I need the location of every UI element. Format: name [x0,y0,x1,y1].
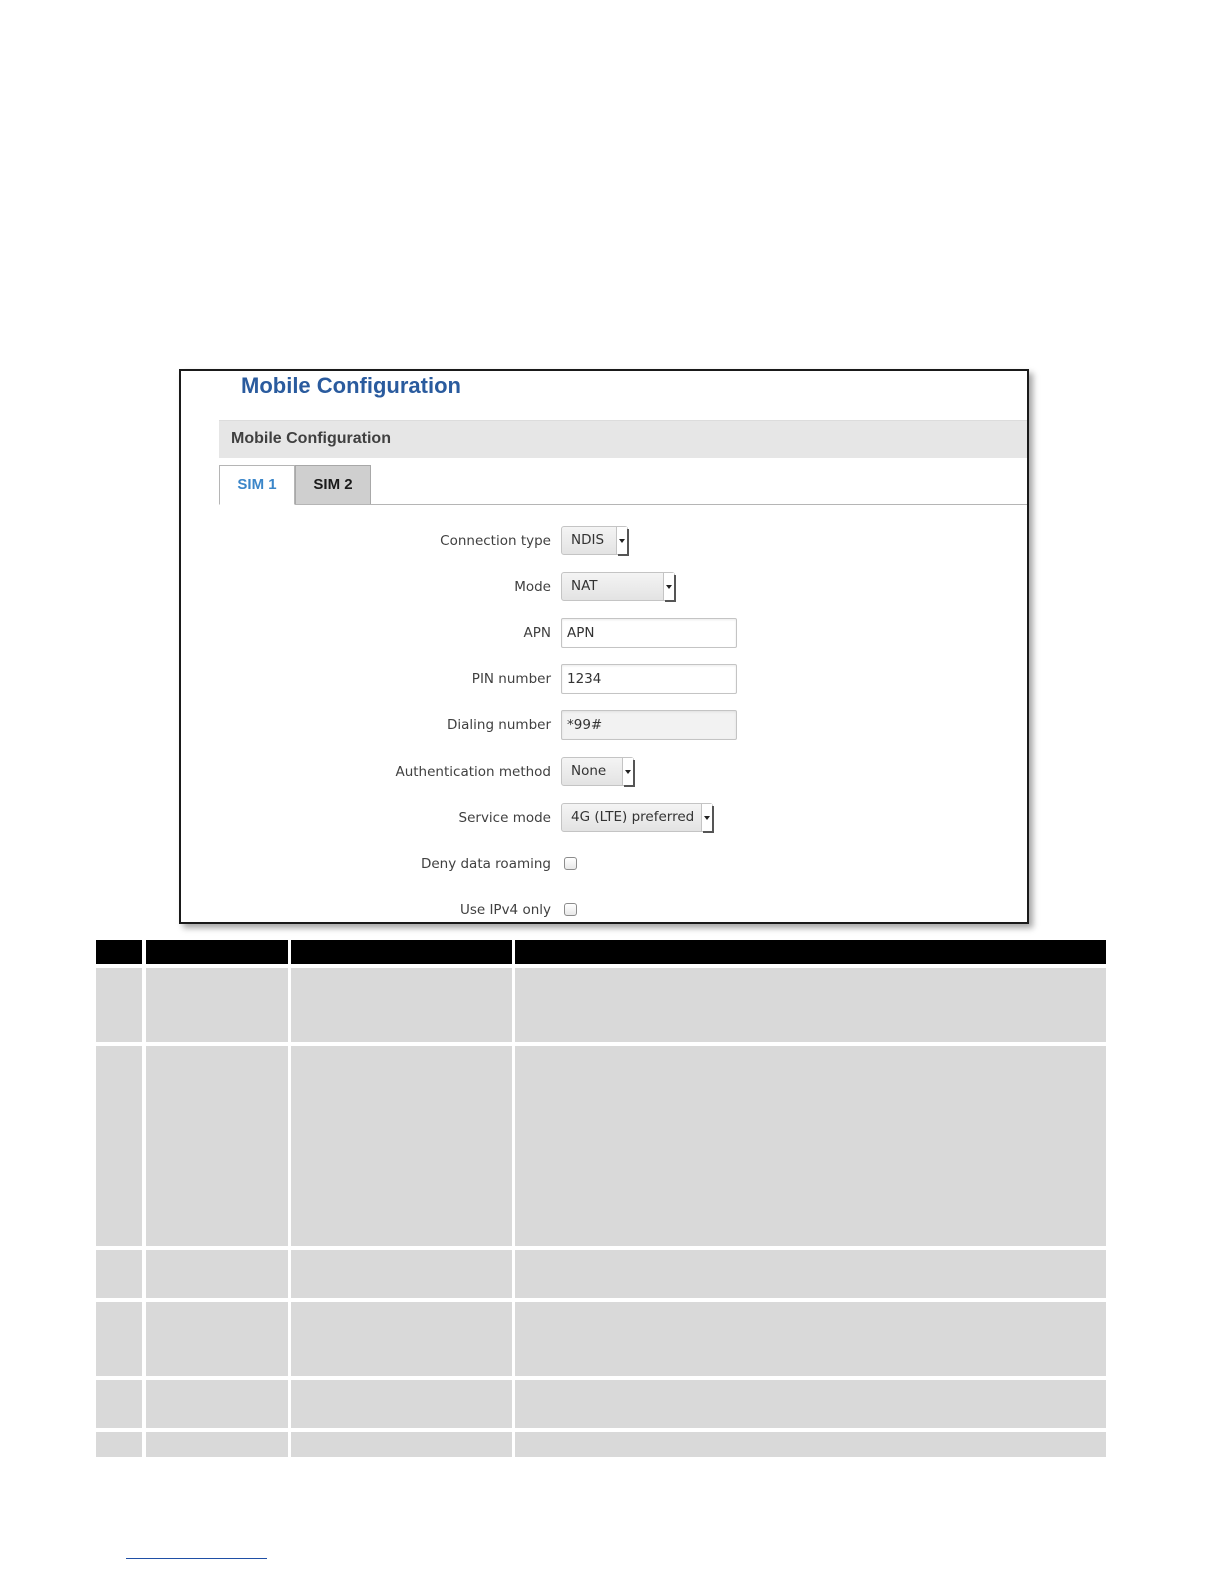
caret-down-icon [622,758,633,785]
table-header-row [96,940,1106,964]
dialing-number-input[interactable]: *99# [561,710,737,740]
table-header-cell [515,940,1106,964]
table-cell [291,1046,512,1246]
connection-type-label: Connection type [440,533,551,549]
mode-label: Mode [514,579,551,595]
use-ipv4-only-row [181,895,1027,924]
pin-number-row [181,664,1027,696]
apn-row [181,618,1027,650]
connection-type-value: NDIS [571,532,605,548]
deny-data-roaming-label: Deny data roaming [420,856,551,872]
table-row [96,968,1106,1042]
table-cell [146,1432,288,1457]
deny-data-roaming-row [181,849,1027,881]
use-ipv4-only-label: Use IPv4 only [459,902,551,918]
table-cell [146,1302,288,1376]
use-ipv4-only-checkbox[interactable] [564,903,577,916]
tab-sim2[interactable]: SIM 2 [295,465,371,504]
table-cell [146,1250,288,1298]
table-cell [146,968,288,1042]
mode-value: NAT [571,578,598,594]
dialing-number-row [181,710,1027,742]
mobile-configuration-screenshot [179,369,1029,924]
table-cell [515,1380,1106,1428]
table-cell [515,1046,1106,1246]
mode-select[interactable] [561,572,675,601]
table-cell [291,1380,512,1428]
table-cell [515,1250,1106,1298]
tab-sim1[interactable]: SIM 1 [219,465,295,505]
parameters-table [96,940,1106,1457]
caret-down-icon [663,573,674,600]
table-header-cell [146,940,288,964]
authentication-method-value: None [571,763,607,779]
authentication-method-row [181,757,1027,789]
table-header-cell [291,940,512,964]
pin-number-label: PIN number [471,671,551,687]
service-mode-label: Service mode [458,810,551,826]
table-row [96,1432,1106,1457]
caret-down-icon [616,527,627,554]
table-cell [291,968,512,1042]
table-cell [515,968,1106,1042]
table-cell [291,1432,512,1457]
footer-link-underline[interactable] [126,1558,267,1559]
service-mode-select[interactable] [561,803,713,832]
table-cell [96,1302,142,1376]
table-cell [515,1302,1106,1376]
table-cell [515,1432,1106,1457]
tabs-divider [219,504,1027,505]
authentication-method-label: Authentication method [395,764,551,780]
pin-number-input[interactable]: 1234 [561,664,737,694]
dialing-number-label: Dialing number [446,717,551,733]
service-mode-value: 4G (LTE) preferred [571,809,695,825]
table-cell [146,1046,288,1246]
table-cell [96,1380,142,1428]
connection-type-row [181,526,1027,558]
table-cell [291,1250,512,1298]
section-title: Mobile Configuration [231,430,391,447]
table-cell [96,1250,142,1298]
apn-label: APN [523,625,551,641]
mode-row [181,572,1027,604]
apn-input[interactable]: APN [561,618,737,648]
table-cell [96,1432,142,1457]
deny-data-roaming-checkbox[interactable] [564,857,577,870]
section-header [219,420,1027,458]
table-cell [146,1380,288,1428]
authentication-method-select[interactable] [561,757,634,786]
table-cell [96,1046,142,1246]
table-row [96,1302,1106,1376]
table-cell [96,968,142,1042]
table-row [96,1046,1106,1246]
table-row [96,1380,1106,1428]
connection-type-select[interactable] [561,526,628,555]
page-title: Mobile Configuration [241,373,461,398]
caret-down-icon [701,804,712,831]
table-header-cell [96,940,142,964]
service-mode-row [181,803,1027,835]
table-row [96,1250,1106,1298]
table-cell [291,1302,512,1376]
